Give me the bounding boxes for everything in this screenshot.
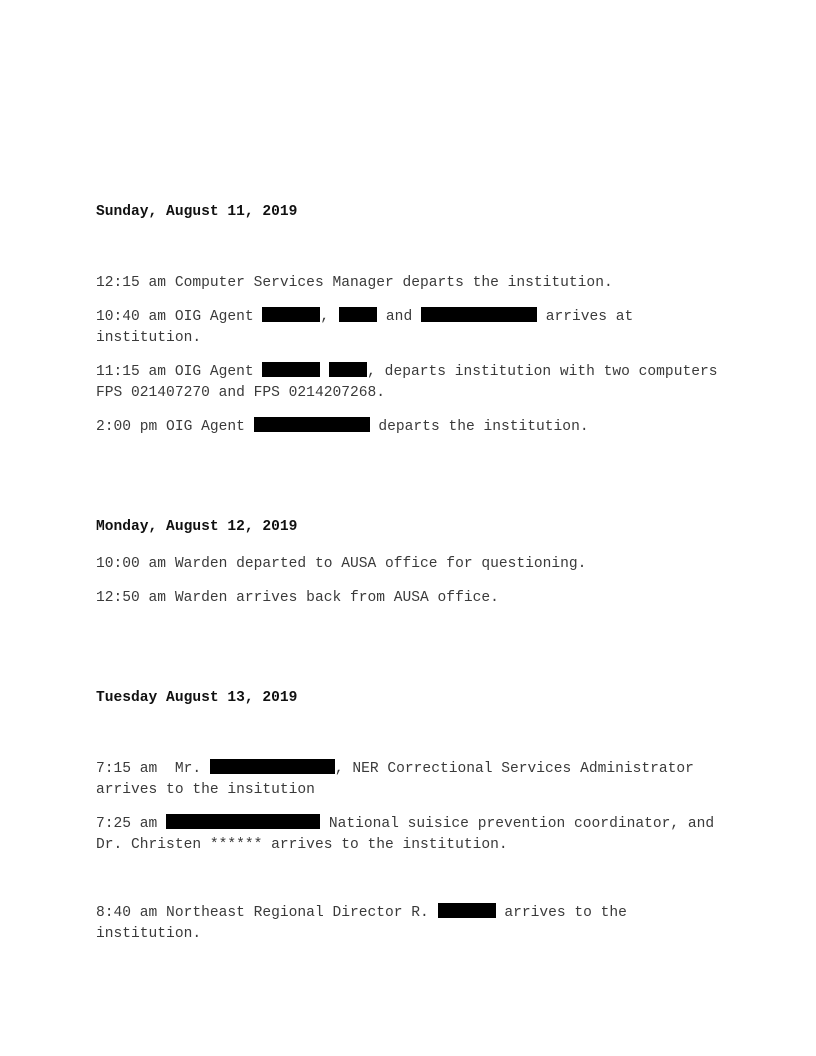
redaction-box — [329, 362, 367, 377]
redaction-box — [262, 362, 320, 377]
redaction-box — [254, 417, 370, 432]
log-entry: 10:40 am OIG Agent , and arrives at institution. — [96, 309, 643, 346]
redaction-box — [210, 759, 335, 774]
redaction-box — [421, 307, 537, 322]
redaction-box — [262, 307, 320, 322]
date-heading-tuesday: Tuesday August 13, 2019 — [96, 690, 298, 706]
log-entry: 7:25 am National suisice prevention coordinator, and Dr. Christen ****** arrives to the institution. — [96, 816, 723, 853]
log-entry: 10:00 am Warden departed to AUSA office for questioning. — [96, 556, 587, 572]
log-entry: 12:15 am Computer Services Manager departs the institution. — [96, 275, 613, 291]
redaction-box — [438, 903, 496, 918]
date-heading-sunday: Sunday, August 11, 2019 — [96, 204, 298, 220]
redaction-box — [339, 307, 377, 322]
log-entry: 12:50 am Warden arrives back from AUSA office. — [96, 590, 499, 606]
log-entry: 11:15 am OIG Agent , departs institution with two computers FPS 021407270 and FPS 0214207268. — [96, 364, 727, 401]
redaction-box — [166, 814, 320, 829]
log-entry: 7:15 am Mr. , NER Correctional Services Administrator arrives to the insitution — [96, 761, 703, 798]
log-entry: 8:40 am Northeast Regional Director R. arrives to the institution. — [96, 905, 636, 942]
log-entry: 2:00 pm OIG Agent departs the institution. — [96, 419, 589, 435]
date-heading-monday: Monday, August 12, 2019 — [96, 519, 298, 535]
